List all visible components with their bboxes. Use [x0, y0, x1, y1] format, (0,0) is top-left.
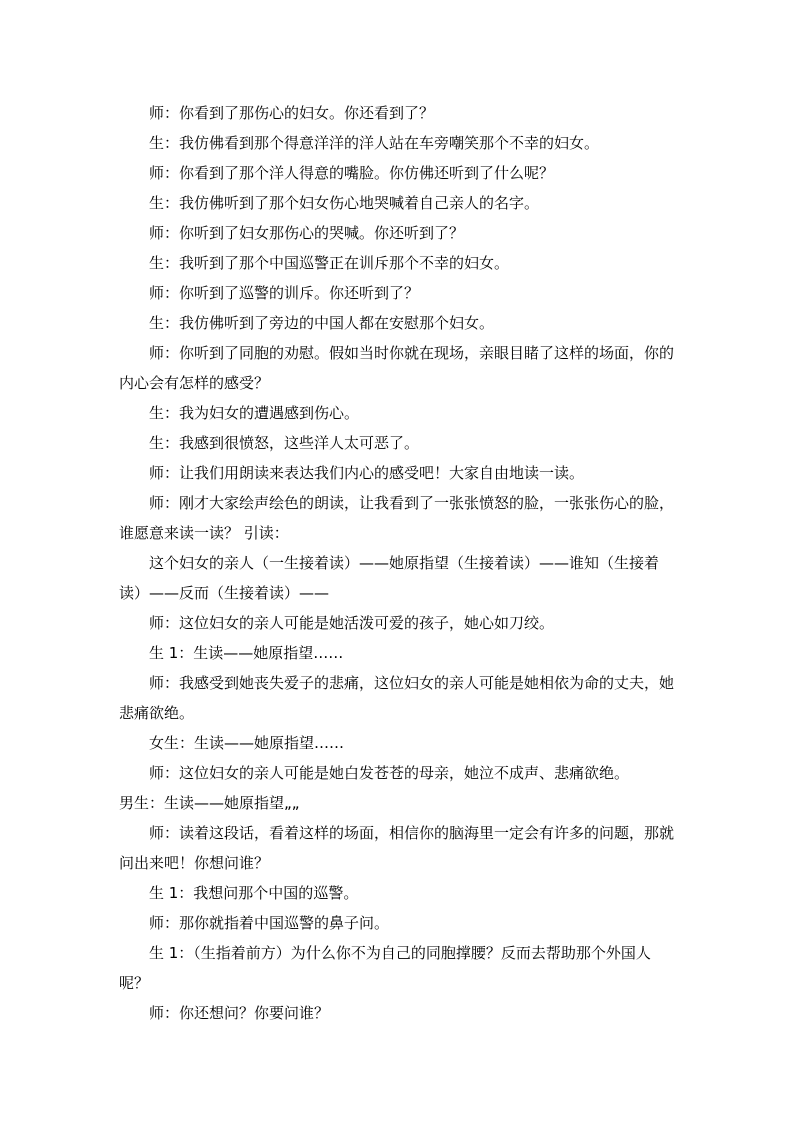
- dialogue-line: 师：你看到了那伤心的妇女。你还看到了？: [149, 104, 435, 122]
- dialogue-line: 生：我仿佛听到了旁边的中国人都在安慰那个妇女。: [149, 314, 495, 332]
- dialogue-line: 师：刚才大家绘声绘色的朗读，让我看到了一张张愤怒的脸，一张张伤心的脸，谁愿意来读一读？ 引读：: [119, 494, 675, 542]
- dialogue-line: 师：这位妇女的亲人可能是她白发苍苍的母亲，她泣不成声、悲痛欲绝。: [149, 764, 630, 782]
- dialogue-line: 师：你看到了那个洋人得意的嘴脸。你仿佛还听到了什么呢？: [149, 164, 555, 182]
- dialogue-line: 师：读着这段话，看着这样的场面，相信你的脑海里一定会有许多的问题，那就问出来吧！你想问谁？: [119, 824, 675, 872]
- dialogue-line: 师：你听到了同胞的劝慰。假如当时你就在现场，亲眼目睹了这样的场面，你的内心会有怎样的感受？: [119, 344, 675, 392]
- dialogue-line: 生 1：生读——她原指望……: [149, 644, 344, 662]
- dialogue-line: 师：那你就指着中国巡警的鼻子问。: [149, 914, 390, 932]
- dialogue-line: 生：我为妇女的遭遇感到伤心。: [149, 404, 360, 422]
- dialogue-line: 生：我仿佛听到了那个妇女伤心地哭喊着自己亲人的名字。: [149, 194, 540, 212]
- dialogue-line: 男生：生读——她原指望„„: [119, 794, 300, 812]
- dialogue-line: 师：你还想问？你要问谁？: [149, 1004, 330, 1022]
- dialogue-line: 师：这位妇女的亲人可能是她活泼可爱的孩子，她心如刀绞。: [149, 614, 555, 632]
- dialogue-line: 师：让我们用朗读来表达我们内心的感受吧！大家自由地读一读。: [149, 464, 585, 482]
- guided-reading-line: 这个妇女的亲人（一生接着读）——她原指望（生接着读）——谁知（生接着读）——反而（生接着读）——: [119, 554, 660, 602]
- dialogue-line: 生 1：我想问那个中国的巡警。: [149, 884, 359, 902]
- document-body: [119, 98, 675, 1028]
- dialogue-line: 女生：生读——她原指望……: [149, 734, 345, 752]
- dialogue-line: 师：我感受到她丧失爱子的悲痛，这位妇女的亲人可能是她相依为命的丈夫，她悲痛欲绝。: [119, 674, 675, 722]
- dialogue-line: 生：我听到了那个中国巡警正在训斥那个不幸的妇女。: [149, 254, 510, 272]
- dialogue-line: 生 1：（生指着前方）为什么你不为自己的同胞撑腰？反而去帮助那个外国人呢？: [119, 944, 651, 992]
- dialogue-line: 师：你听到了妇女那伤心的哭喊。你还听到了？: [149, 224, 465, 242]
- dialogue-line: 生：我感到很愤怒，这些洋人太可恶了。: [149, 434, 420, 452]
- dialogue-line: 生：我仿佛看到那个得意洋洋的洋人站在车旁嘲笑那个不幸的妇女。: [149, 134, 600, 152]
- dialogue-line: 师：你听到了巡警的训斥。你还听到了？: [149, 284, 420, 302]
